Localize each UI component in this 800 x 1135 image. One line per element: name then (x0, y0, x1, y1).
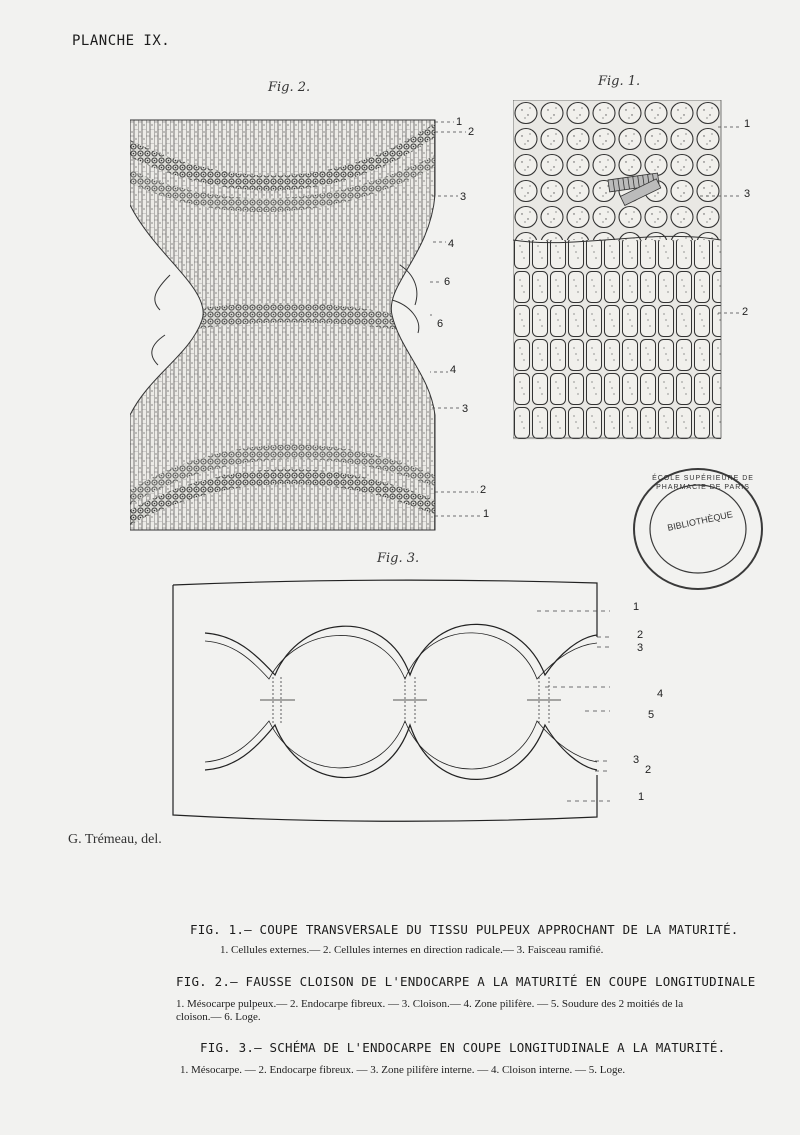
fig2-label-2-bottom: 2 (480, 484, 487, 496)
fig3-label-2-bottom: 2 (645, 764, 652, 776)
fig2-label-1-bottom: 1 (483, 508, 490, 520)
fig3-title: Fig. 3. (377, 551, 420, 566)
fig2-label-2-top: 2 (468, 126, 475, 138)
fig2-label-3-bottom: 3 (462, 403, 469, 415)
fig3-label-1-top: 1 (633, 601, 640, 613)
fig3-label-2-top: 2 (637, 629, 644, 641)
fig2-label-4-bottom: 4 (450, 364, 457, 376)
fig1-leader-lines (700, 120, 745, 320)
fig2-label-6-b: 6 (437, 318, 444, 330)
fig2-label-4-top: 4 (448, 238, 455, 250)
stamp-center-text: BIBLIOTHÈQUE (666, 509, 734, 533)
caption-fig3-body: 1. Mésocarpe. — 2. Endocarpe fibreux. — 3. Zone pilifère interne. — 4. Cloison interne. — 5. Loge. (180, 1064, 626, 1076)
fig2-drawing (130, 115, 465, 535)
caption-fig3-heading: FIG. 3.— SCHÉMA DE L'ENDOCARPE EN COUPE LONGITUDINALE A LA MATURITÉ. (200, 1040, 726, 1055)
caption-fig1-heading: FIG. 1.— COUPE TRANSVERSALE DU TISSU PULPEUX APPROCHANT DE LA MATURITÉ. (190, 922, 739, 937)
fig3-label-3-bottom: 3 (633, 754, 640, 766)
fig2-label-6-a: 6 (444, 276, 451, 288)
fig1-label-3: 3 (744, 188, 751, 200)
fig3-label-5: 5 (648, 709, 655, 721)
stamp-outer-text: ÉCOLE SUPÉRIEURE DE PHARMACIE DE PARIS (652, 475, 754, 491)
fig2-label-1-top: 1 (456, 116, 463, 128)
caption-fig2-heading: FIG. 2.— FAUSSE CLOISON DE L'ENDOCARPE A LA MATURITÉ EN COUPE LONGITUDINALE (176, 974, 756, 989)
fig3-label-3-top: 3 (637, 642, 644, 654)
fig3-label-4: 4 (657, 688, 664, 700)
fig1-title: Fig. 1. (598, 74, 641, 89)
caption-fig1-body: 1. Cellules externes.— 2. Cellules internes en direction radicale.— 3. Faisceau ramifié. (220, 944, 604, 956)
plate-label: PLANCHE IX. (72, 33, 171, 49)
fig1-label-1: 1 (744, 118, 751, 130)
fig3-label-1-bottom: 1 (638, 791, 645, 803)
fig1-drawing (513, 100, 723, 440)
fig2-label-3-top: 3 (460, 191, 467, 203)
fig1-label-2: 2 (742, 306, 749, 318)
fig2-leader-lines (430, 110, 490, 530)
fig2-title: Fig. 2. (268, 80, 311, 95)
caption-fig2-body: 1. Mésocarpe pulpeux.— 2. Endocarpe fibreux. — 3. Cloison.— 4. Zone pilifère. — 5. Soudure des 2 moitiés de la cloison.— 6. Loge. (176, 998, 684, 1023)
artist-credit: G. Trémeau, del. (68, 832, 162, 847)
fig3-drawing (165, 575, 610, 835)
